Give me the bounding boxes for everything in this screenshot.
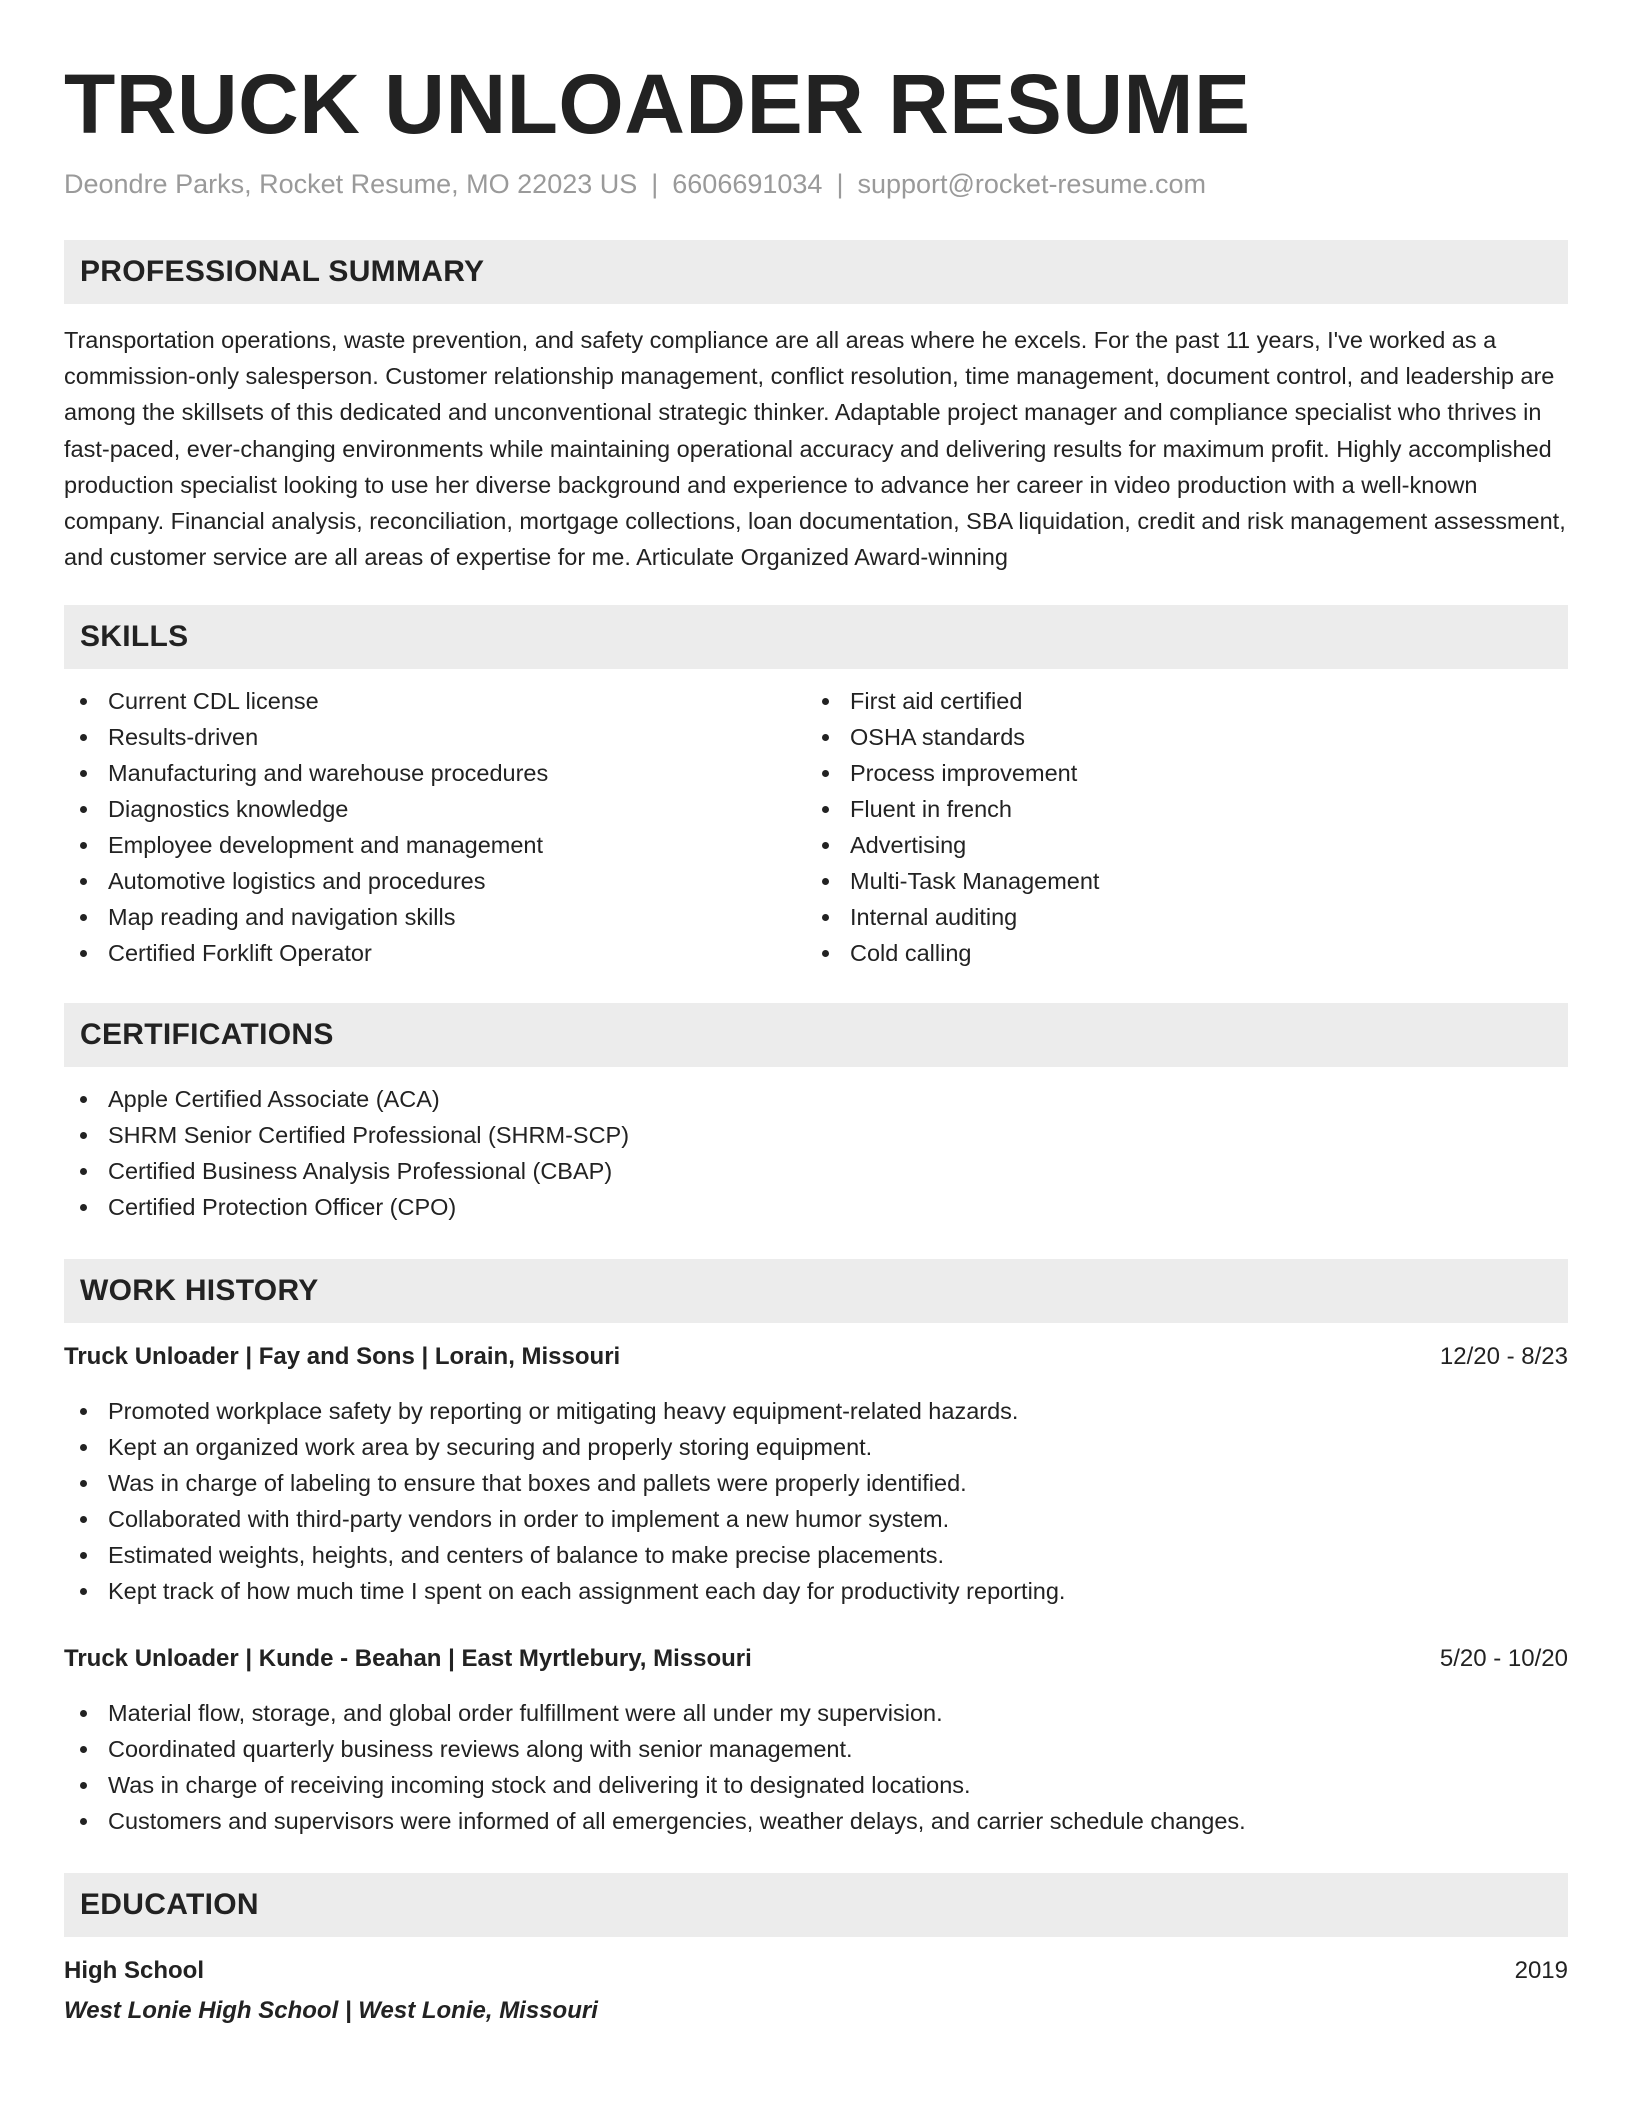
job-duty-item: Estimated weights, heights, and centers of balance to make precise placements.: [64, 1537, 1568, 1573]
skill-item: First aid certified: [806, 683, 1548, 719]
skill-item: Multi-Task Management: [806, 863, 1548, 899]
certifications-heading: CERTIFICATIONS: [64, 1003, 1568, 1067]
job-duty-item: Kept an organized work area by securing and properly storing equipment.: [64, 1429, 1568, 1465]
job-duty-item: Customers and supervisors were informed of all emergencies, weather delays, and carrier schedule changes.: [64, 1803, 1568, 1839]
resume-title: TRUCK UNLOADER RESUME: [64, 57, 1251, 151]
education-school: West Lonie High School | West Lonie, Missouri: [64, 1997, 598, 2025]
job-duty-item: Collaborated with third-party vendors in order to implement a new humor system.: [64, 1501, 1568, 1537]
skill-item: Fluent in french: [806, 791, 1548, 827]
skill-item: Results-driven: [64, 719, 806, 755]
education-year: 2019: [1514, 1957, 1568, 1985]
skill-item: Manufacturing and warehouse procedures: [64, 755, 806, 791]
contact-separator: |: [651, 169, 659, 199]
work-history-heading: WORK HISTORY: [64, 1259, 1568, 1323]
skills-list: [64, 683, 1568, 971]
contact-email: support@rocket-resume.com: [857, 169, 1206, 199]
contact-line: [64, 166, 1568, 202]
job-duty-item: Promoted workplace safety by reporting or mitigating heavy equipment-related hazards.: [64, 1393, 1568, 1429]
skills-heading: SKILLS: [64, 605, 1568, 669]
skill-item: OSHA standards: [806, 719, 1548, 755]
skill-item: Current CDL license: [64, 683, 806, 719]
skill-item: Advertising: [806, 827, 1548, 863]
certification-item: SHRM Senior Certified Professional (SHRM-SCP): [64, 1117, 1568, 1153]
job-header: [64, 1339, 1568, 1375]
skill-item: Employee development and management: [64, 827, 806, 863]
skills-column-right: [806, 683, 1548, 971]
summary-heading: PROFESSIONAL SUMMARY: [64, 240, 1568, 304]
skill-item: Process improvement: [806, 755, 1548, 791]
job-dates: 12/20 - 8/23: [1439, 1343, 1568, 1371]
job-duties: [64, 1695, 1568, 1839]
job-header: [64, 1641, 1568, 1677]
job-duty-item: Was in charge of labeling to ensure that boxes and pallets were properly identified.: [64, 1465, 1568, 1501]
summary-text: Transportation operations, waste prevention, and safety compliance are all areas where he excels. For the past 11 years, I've worked as a commission-only salesperson. Customer relationship management, conflict resolution, time management, document control, and leadership are among the skillsets of this dedicated and unconventional strategic thinker. Adaptable project manager and compliance specialist who thrives in fast-paced, ever-changing environments while maintaining operational accuracy and delivering results for maximum profit. Highly accomplished production specialist looking to use her diverse background and experience to advance her career in video production with a well-known company. Financial analysis, reconciliation, mortgage collections, loan documentation, SBA liquidation, credit and risk management assessment, and customer service are all areas of expertise for me. Articulate Organized Award-winning: [64, 327, 1566, 571]
certification-item: Certified Business Analysis Professional (CBAP): [64, 1153, 1568, 1189]
skills-column-left: [64, 683, 806, 971]
job-duty-item: Coordinated quarterly business reviews along with senior management.: [64, 1731, 1568, 1767]
contact-phone: 6606691034: [672, 169, 823, 199]
job-duty-item: Was in charge of receiving incoming stock and delivering it to designated locations.: [64, 1767, 1568, 1803]
job-entry: [64, 1339, 1568, 1609]
skill-item: Certified Forklift Operator: [64, 935, 806, 971]
job-title: Truck Unloader | Fay and Sons | Lorain, Missouri: [64, 1343, 621, 1371]
job-entry: [64, 1641, 1568, 1839]
certification-item: Apple Certified Associate (ACA): [64, 1081, 1568, 1117]
job-duty-item: Kept track of how much time I spent on each assignment each day for productivity reporting.: [64, 1573, 1568, 1609]
skill-item: Cold calling: [806, 935, 1548, 971]
education-heading: EDUCATION: [64, 1873, 1568, 1937]
contact-separator: |: [836, 169, 844, 199]
job-duty-item: Material flow, storage, and global order fulfillment were all under my supervision.: [64, 1695, 1568, 1731]
skill-item: Internal auditing: [806, 899, 1548, 935]
job-title: Truck Unloader | Kunde - Beahan | East Myrtlebury, Missouri: [64, 1645, 752, 1673]
education-header: [64, 1953, 1568, 1989]
education-degree: High School: [64, 1957, 204, 1985]
job-duties: [64, 1393, 1568, 1609]
job-dates: 5/20 - 10/20: [1439, 1645, 1568, 1673]
skill-item: Automotive logistics and procedures: [64, 863, 806, 899]
skill-item: Diagnostics knowledge: [64, 791, 806, 827]
education-entry: [64, 1953, 1568, 2029]
skill-item: Map reading and navigation skills: [64, 899, 806, 935]
contact-address: Deondre Parks, Rocket Resume, MO 22023 US: [64, 169, 638, 199]
certifications-list: [64, 1081, 1568, 1225]
certification-item: Certified Protection Officer (CPO): [64, 1189, 1568, 1225]
